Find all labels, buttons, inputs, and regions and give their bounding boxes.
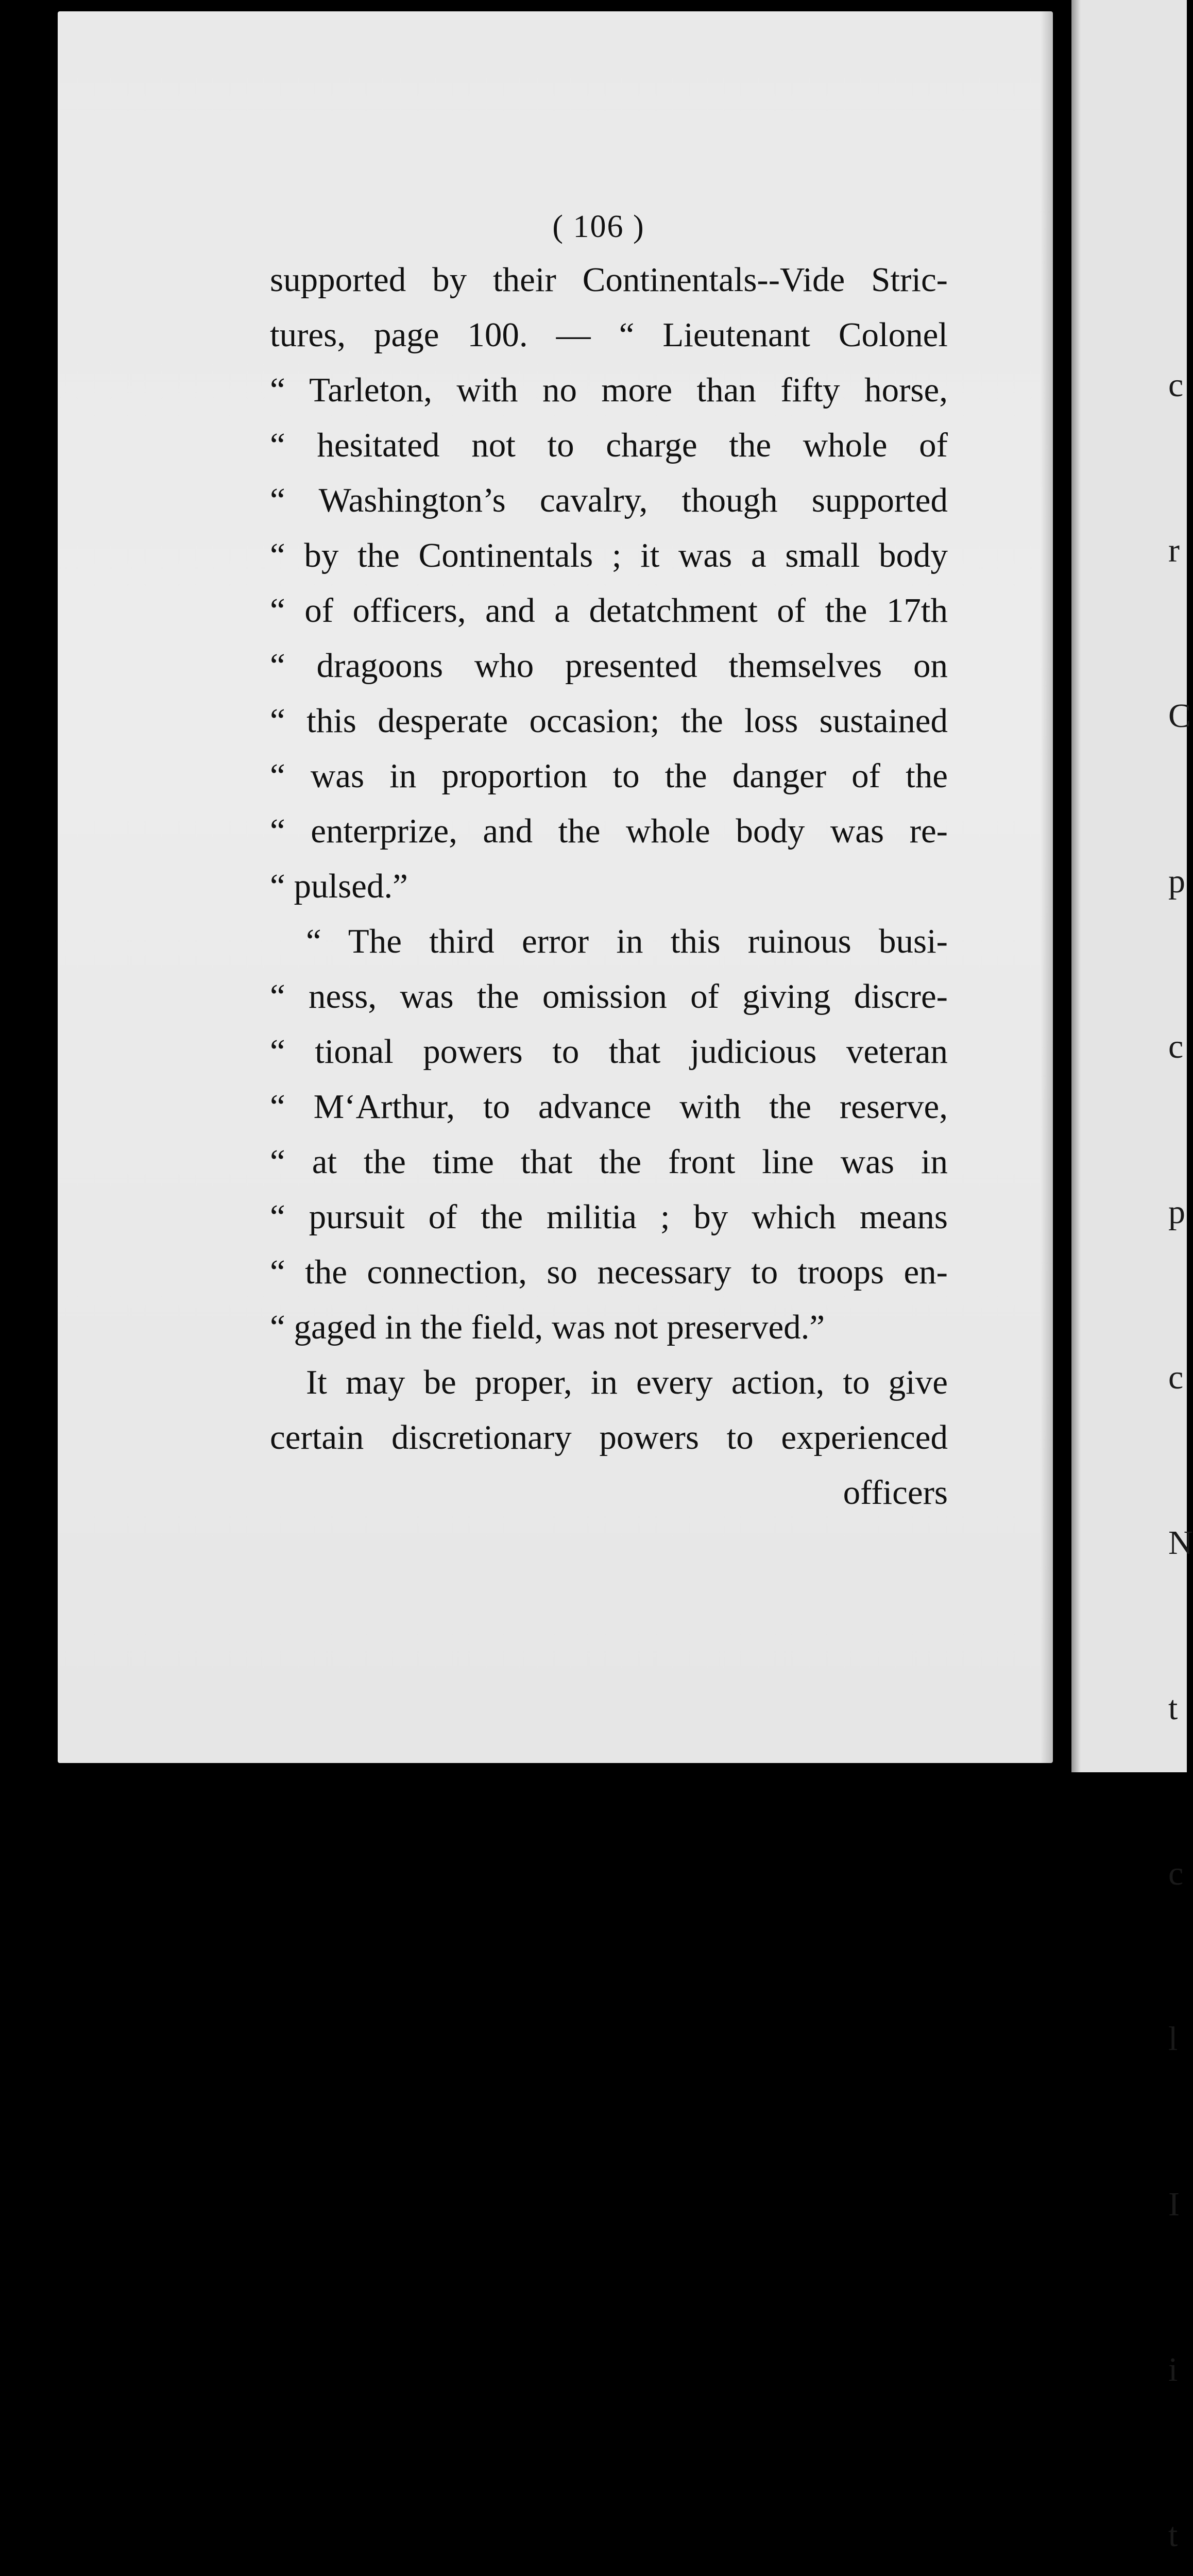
page-content: [270, 201, 948, 1520]
fragment: t: [1168, 1689, 1178, 1727]
fragment: i: [1168, 2351, 1178, 2388]
text-line: “ by the Continentals ; it was a small body: [270, 536, 948, 574]
text-line: “ ness, was the omission of giving discre-: [270, 977, 948, 1015]
fragment: c: [1168, 1855, 1184, 1892]
text-line: “ M‘Arthur, to advance with the reserve,: [270, 1088, 948, 1126]
text-line: “ was in proportion to the danger of the: [270, 757, 948, 795]
fragment: p: [1168, 1193, 1185, 1231]
text-line: “ pulsed.”: [270, 867, 408, 905]
text-line: “ this desperate occasion; the loss sustained: [270, 702, 948, 740]
text-line: “ gaged in the field, was not preserved.”: [270, 1308, 825, 1346]
text-line: It may be proper, in every action, to give: [306, 1363, 948, 1401]
fragment: c: [1168, 1028, 1184, 1065]
text-line: “ pursuit of the militia ; by which means: [270, 1198, 948, 1236]
text-line: “ tional powers to that judicious veteran: [270, 1032, 948, 1071]
text-line: “ of officers, and a detatchment of the 17th: [270, 591, 948, 630]
text-line: “ at the time that the front line was in: [270, 1143, 948, 1181]
text-line: “ The third error in this ruinous busi-: [306, 922, 948, 960]
page-number: ( 106 ): [552, 209, 645, 244]
facing-page-text-fragments: [1168, 247, 1193, 2576]
fragment: N: [1168, 1524, 1193, 1562]
text-line: “ Tarleton, with no more than fifty horse,: [270, 371, 948, 409]
text-line: certain discretionary powers to experienced: [270, 1418, 948, 1456]
fragment: c: [1168, 366, 1184, 404]
text-line: “ enterprize, and the whole body was re-: [270, 812, 948, 850]
fragment: r: [1168, 532, 1180, 569]
fragment: C: [1168, 697, 1191, 735]
text-line: “ dragoons who presented themselves on: [270, 647, 948, 685]
text-line: “ hesitated not to charge the whole of: [270, 426, 948, 464]
fragment: c: [1168, 1359, 1184, 1396]
text-line: “ the connection, so necessary to troops en-: [270, 1253, 948, 1291]
fragment: t: [1168, 2516, 1178, 2554]
fragment: l: [1168, 2020, 1178, 2058]
fragment: I: [1168, 2185, 1180, 2223]
catchword: officers: [843, 1473, 948, 1512]
fragment: p: [1168, 862, 1185, 900]
text-line: tures, page 100. — “ Lieutenant Colonel: [270, 316, 948, 354]
text-line: supported by their Continentals--Vide Stric-: [270, 261, 948, 299]
text-line: “ Washington’s cavalry, though supported: [270, 481, 948, 519]
